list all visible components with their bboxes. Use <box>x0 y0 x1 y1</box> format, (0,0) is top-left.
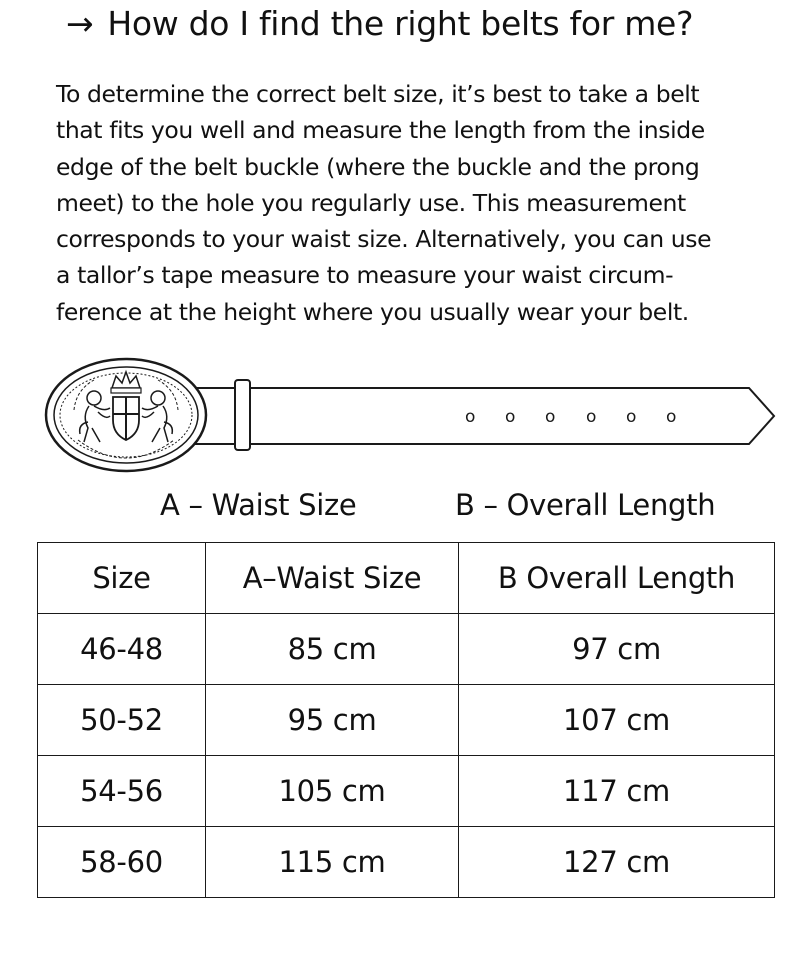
belt-hole: o <box>586 407 597 427</box>
table-header-row <box>38 543 775 614</box>
cell-length: 127 cm <box>459 827 775 898</box>
header-size: Size <box>38 543 206 614</box>
table-row <box>38 614 775 685</box>
intro-line: To determine the correct belt size, it’s best to take a belt <box>56 80 700 108</box>
label-waist-size: A – Waist Size <box>160 488 357 522</box>
intro-paragraph <box>56 76 776 330</box>
cell-length: 117 cm <box>459 756 775 827</box>
belt-buckle <box>46 359 206 471</box>
belt-hole: o <box>626 407 637 427</box>
arrow-right-icon: → <box>66 4 94 43</box>
cell-waist: 95 cm <box>206 685 459 756</box>
belt-keeper <box>235 380 250 450</box>
belt-hole: o <box>505 407 516 427</box>
intro-line: meet) to the hole you regularly use. This measurement <box>56 188 686 217</box>
cell-size: 54-56 <box>38 756 206 827</box>
shield-icon <box>113 397 139 440</box>
header-overall-length: B Overall Length <box>459 543 775 614</box>
header-waist-size: A–Waist Size <box>206 543 459 614</box>
cell-waist: 105 cm <box>206 756 459 827</box>
cell-size: 50-52 <box>38 685 206 756</box>
belt-hole: o <box>545 407 556 427</box>
belt-strap <box>194 388 774 444</box>
intro-line: a tallor’s tape measure to measure your waist circum- <box>56 261 674 290</box>
belt-hole: o <box>666 407 677 427</box>
cell-waist: 85 cm <box>206 614 459 685</box>
cell-size: 46-48 <box>38 614 206 685</box>
intro-line: edge of the belt buckle (where the buckle and the prong <box>56 152 700 181</box>
intro-line: that fits you well and measure the length from the inside <box>56 116 705 145</box>
label-overall-length: B – Overall Length <box>455 488 716 522</box>
table-row <box>38 756 775 827</box>
intro-line: ference at the height where you usually wear your belt. <box>56 297 689 326</box>
intro-line: corresponds to your waist size. Alternatively, you can use <box>56 225 712 254</box>
cell-length: 97 cm <box>459 614 775 685</box>
crown-icon <box>111 372 141 393</box>
table-row <box>38 685 775 756</box>
page-heading <box>66 4 693 43</box>
cell-length: 107 cm <box>459 685 775 756</box>
belt-illustration <box>44 350 784 480</box>
size-table <box>37 542 775 898</box>
heading-title: How do I find the right belts for me? <box>107 4 694 43</box>
cell-waist: 115 cm <box>206 827 459 898</box>
table-row <box>38 827 775 898</box>
cell-size: 58-60 <box>38 827 206 898</box>
belt-hole: o <box>465 407 476 427</box>
